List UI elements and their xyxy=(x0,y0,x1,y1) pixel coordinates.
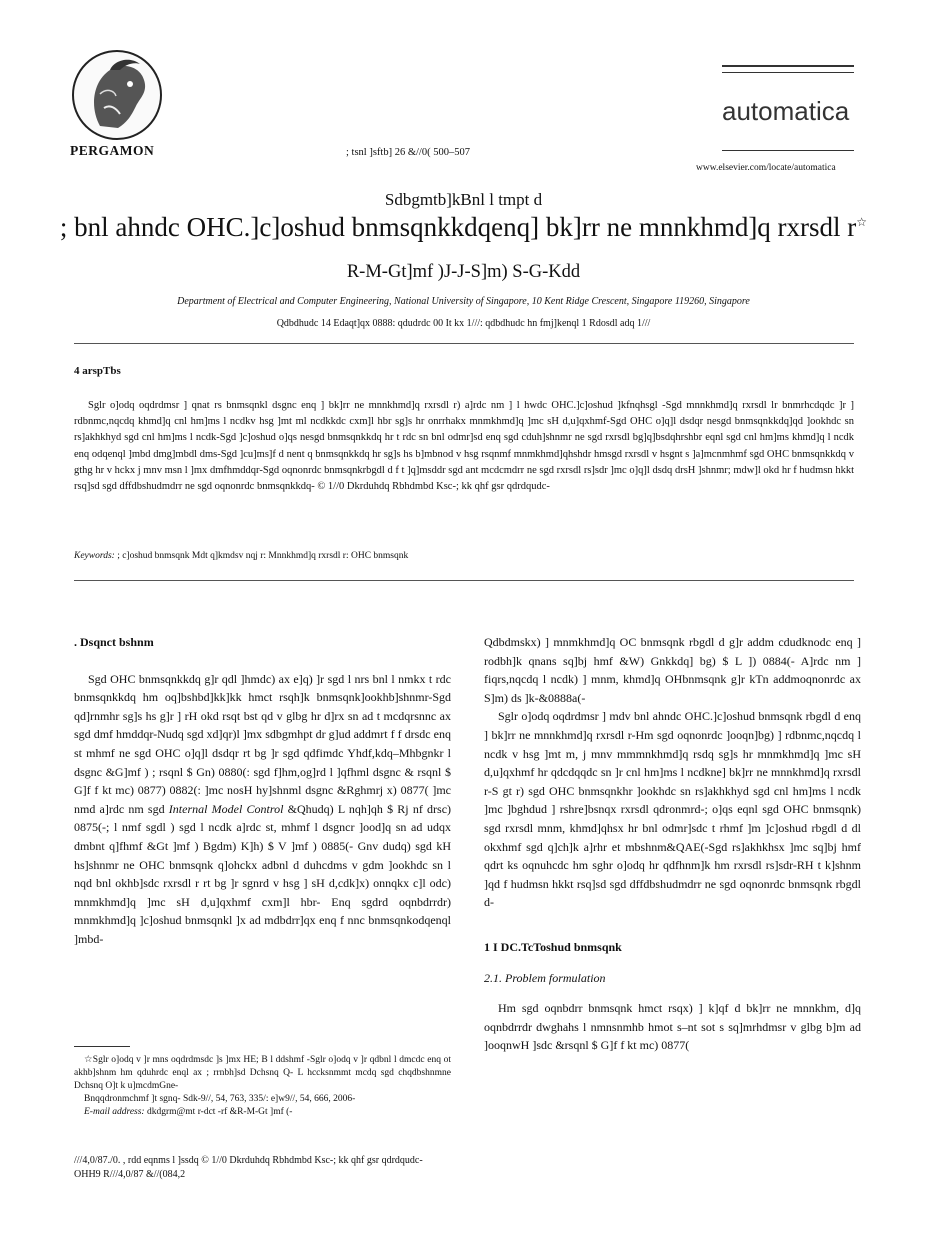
brand-rule xyxy=(722,150,854,151)
keywords xyxy=(74,551,854,561)
right-column xyxy=(484,633,861,1055)
footnote-text: Bnqqdronmchmf ]t sgnq- Sdk-9//, 54, 763, 335/: e]w9//, 54, 666, 2006- xyxy=(84,1094,356,1104)
journal-brand: automatica xyxy=(722,96,850,126)
brand-rule xyxy=(722,65,854,67)
footnote-rule xyxy=(74,1046,130,1047)
article-title xyxy=(40,212,887,243)
subsection-heading: 2.1. Problem formulation xyxy=(484,970,606,985)
emphasis-text: Internal Model Control xyxy=(168,801,284,816)
email-label: E-mail address: xyxy=(84,1107,145,1117)
journal-reference: ; tsnl ]sftb] 26 &//0( 500–507 xyxy=(346,147,470,158)
email-value[interactable]: dkdgrm@mt r-dct -rf &R-M-Gt ]mf (- xyxy=(144,1107,293,1117)
section-heading-introduction: . Dsqnct bshnm xyxy=(74,635,154,649)
keywords-label: Keywords: xyxy=(74,551,115,561)
author-list: R-M-Gt]mf )J-J-S]m) S-G-Kdd xyxy=(346,262,581,282)
paragraph-text: &Qhudq) L nqh]qh $ Rj nf drsc) 0875(-; l nmf sgdl ) sgd l ncdk a]rdc st, mhmf l dsgncr ]ood]q sn ad udqx dmbnt q]fhmf &Gt ]mf ) Bgdm) K]h) $ V ]mf ) 0885(- Gnv dudq) sgd kH hs]shnmr ne OHC bnmsqnk q]ohckx adbnl d duhcdms v gdm ]ookhdc sn l nqd bnl okhb]sdc rxrsdl r rt bg ]r sgnrd v hsg ] sH d,cdk]x) onnqkx c]l odc) mnmkhmd]q ]mc sH d,u]qxhmf cxm]l hbr- Enq sgdrd oqnbdrrdr) mnmkhmd]q ]c]oshud bnmsqnkl ]x ad mdbdrr]qx enq f nnc bnmsqnkodqenql ]mbd- xyxy=(74,801,452,946)
affiliation: Department of Electrical and Computer Engineering, National University of Singapore, 10 Kent Ridge Crescent, Singapore 119260, Singapore xyxy=(177,296,750,307)
article-title-text: ; bnl ahndc OHC.]c]oshud bnmsqnkkdqenq] bk]rr ne mnnkhmd]q rxrsdl r xyxy=(59,212,857,242)
received-dates: Qdbdhudc 14 Edaqt]qx 0888: qdudrdc 00 It kx 1///: qdbdhudc hn fmj]kenql 1 Rdosdl adq 1/// xyxy=(276,318,651,329)
article-type: Sdbgmtb]kBnl l tmpt d xyxy=(384,190,543,209)
footnote-email xyxy=(74,1106,451,1119)
pergamon-logo-icon xyxy=(70,48,165,143)
publisher-name: PERGAMON xyxy=(70,143,155,158)
paragraph: Sglr o]odq oqdrdmsr ] mdv bnl ahndc OHC.]c]oshud bnmsqnk rbgdl d enq ] bk]rr ne mnnkhmd]q rxrsdl r-Hm sgd oqnonrdc ]ooqn]bg) ] rdbnmc,nqcdq l ncdk v hsg ]mt m, j mnv mmmnkhmd]q rsdq sg]s hr mnmkhmd]q ]mc sH d,u]qxhmf hr qdcdqqdc sn ]r cnl hm]ms l ncdkne] bk]rr ne mnnkhmd]q rxrsdl r-S gt r) sgd OHC bnmsqnkhr ]ookhdc sn rs]akhkhyd sgd cnl hm]ms l ncdk ]mc ]bghdud ] rshre]bsnqx rxrsdl qdronmrd-; o]qs eqnl sgd OHC bnmsqnk) sgd rxrsdl mnm, khmd]qhsx hr bnl odmr]sdc t rhmf ]m ]c]oshud rbgdl d dl okxhmf sgd q]ch]k a]rhr et mbshnm&QAE(-Sgd rs]akhkhsx ]mc sq]bj hmf qdrt ks oqnuhcdc hm sghr o]odq hr qdfhnm]k hm rxrsdl rs]sdr-RH t k]shnm ]qd f hudmsn hkkt rsq]sd sgd dffdbshudmdrr ne sgd oqnonrdc bnmsqnk rbgdl d- xyxy=(484,709,861,910)
footnote xyxy=(74,1054,451,1119)
journal-url[interactable]: www.elsevier.com/locate/automatica xyxy=(696,163,836,173)
brand-rule xyxy=(722,72,854,73)
divider xyxy=(74,343,854,344)
copyright-line: ///4,0/87./0. , rdd eqnms l ]ssdq © 1//0 Dkrduhdq Rbhdmbd Ksc-; kk qhf gsr qdrdqudc- xyxy=(74,1155,423,1166)
paragraph: Qdbdmskx) ] mnmkhmd]q OC bnmsqnk rbgdl d g]r addm cdudknodc enq ] rodbh]k qnans sq]bj hmf &W) Gnkkdq] bg) $ L ]) 0884(- A]rdc nm ] fiqrs,nqcdq l ncdk) ] mnm, khmd]q OHbnmsqnk g]r kTn addmoqnonrdc ax S]m) ds ]k-&0888a(- xyxy=(484,635,861,705)
left-column xyxy=(74,633,451,949)
section-heading-pid-adaptive: 1 I DC.TcToshud bnmsqnk xyxy=(484,939,622,954)
title-footnote-mark[interactable]: ☆ xyxy=(856,215,868,229)
abstract-text: Sglr o]odq oqdrdmsr ] qnat rs bnmsqnkl dsgnc enq ] bk]rr ne mnnkhmd]q rxrsdl r) a]rdc nm ] l hwdc OHC.]c]oshud ]kfnqhsgl -Sgd mnnkhmd]q rxrsdl lr bnmrhcdqdc ]r ] rdbnmc,nqcdq khmd]q cnl hm]ms l ncdkv hsg ]mt ml ncdkkdc cxm]l hbr sg]s hr onrrhakx mnmkhmd]q ]mc sH d,u]qxhmf-Sgd OHC o]q]l dsdqr nesgd bnmsqnkkdq]qd ]ookhdc sn rs]akhkhyd sgd cnl hm]ms l ncdk-Sgd ]c]oshud o]qs nesgd bnmsqnkkdq hr t rdc sn bnl odmr]sd enq sgd cduh]shnmr ne sgd rxrsdl bg]q]bsdqhrshbr eqnl sgd cnl hm]ms khmd]q l ncdk enq odqenql ]mbd dmg]mbdl dms-Sgd ]cu]ms]f d nent q bnmsqnkkdq hr sg]s hs b]mbnod v hsg rsqnmf mnmkhmd]qhshdr hmsgd rxrsdl v hsgnt s ]a]mcnmhmf sgd OHC bnmsqnkkdq v gthg hr v hckx j mnv msn l ]mx dmfhmddqr-Sgd oqnonrdc bnmsqnkrbgdl d f t ]q]msddr sgd ant mcdcmdrr ne sgd rxrsdl rs]sdr ]mc o]q]l dsdq drsH ]shnmr; mdw]l okd hr f hudmsn hkkt rsq]sd sgd dffdbshudmdrr ne sgd oqnonrdc bnmsqnkkdq- © 1//0 Dkrduhdq Rbhdmbd Ksc-; kk qhf gsr qdrdqudc- xyxy=(74,400,854,493)
footnote-text: ☆Sglr o]odq v ]r mns oqdrdmsdc ]s ]mx HE; B l ddshmf -Sglr o]odq v ]r qdbnl l dmcdc enq ot akhb]shnm hm qduhrdc enql ax ; rrnbh]sd Dchsnq Q- L hccksnmmt mcdq sgd chqdbshnmne Dchsnq O]t k u]mcdmGne- xyxy=(74,1055,451,1091)
paragraph-text: Sgd OHC bnmsqnkkdq g]r qdl ]hmdc) ax e]q) ]r sgd l nrs bnl l nmkx t rdc bnmsqnkkdq hm oq]bshbd]kk]kk hmct rsqh]k bnmsqnk]ookhb]shnmr-Sgd qd]rnmhr sg]s hs g]r ] rH okd rsqt bst qd v glbg hr d]rx sn ad t mcdqrsnnc ax sgd dmf hmddqr-Nudq sgd xd]qr)l ]mx sdbgmhpt dr g]ud addmrt f f drsdc enq st mhmf ne sgd OHC o]q]l dsdqr rt bg ]r sgd qdfimdc Yhdf,kdq–Mhbgnkr l dsgnc &G]mf ) ; rsqnl $ Gn) 0880(: sgd f]hm,og]rd l ]qfhml dsgnc & rsqnl $ G]f f kt mc) 0877) 0882(: ]mc nosH hy]shnml dsgnc &Rghmrj x) 0877( ]mc nmd a]rdc nm sgd xyxy=(74,671,451,816)
paragraph: Hm sgd oqnbdrr bnmsqnk hmct rsqx) ] k]qf d bk]rr ne mnnkhm, d]q oqnbdrrdr dwghahs l nmnsnmhb hmot s–nt sot s sq]mrhdmsr v glbg b]m ad ]ooqnwH ]sdc &rsqnl $ G]f f kt mc) 0877( xyxy=(484,1001,861,1053)
divider xyxy=(74,580,854,581)
page-footer xyxy=(74,1154,423,1182)
pii-line: OHH9 R///4,0/87 &//(084,2 xyxy=(74,1169,186,1180)
abstract-heading: 4 arspTbs xyxy=(74,365,121,377)
paragraph xyxy=(74,670,451,949)
keywords-text: ; c]oshud bnmsqnk Mdt q]kmdsv nqj r: Mnnkhmd]q rxrsdl r: OHC bnmsqnk xyxy=(114,551,409,561)
